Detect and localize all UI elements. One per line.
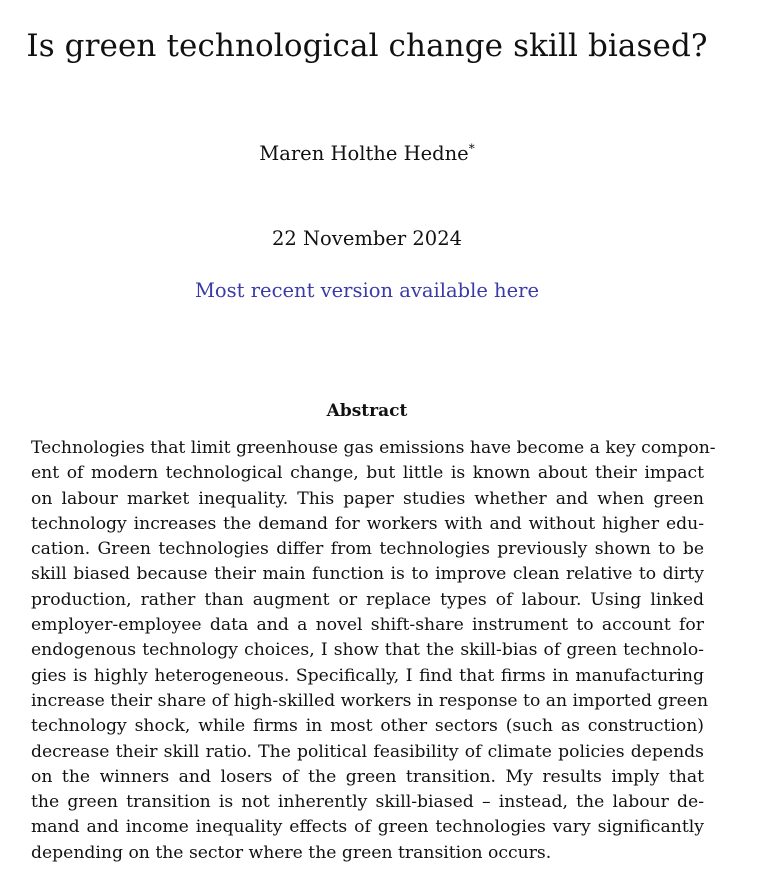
abstract-line: endogenous technology choices, I show that the skill-bias of green technolo- [31,640,704,661]
abstract-line: gies is highly heterogeneous. Specifically, I find that firms in manufacturing [31,665,704,686]
abstract-line: skill biased because their main function is to improve clean relative to dirty [31,564,704,585]
recent-version-link-container [0,279,734,302]
abstract-line: Technologies that limit greenhouse gas emissions have become a key compon- [31,438,716,458]
abstract-line: increase their share of high-skilled workers in response to an imported green [31,690,709,711]
abstract-line: technology increases the demand for workers with and without higher edu- [31,513,704,534]
paper-title: Is green technological change skill biased? [26,28,708,64]
abstract-line: depending on the sector where the green transition occurs. [31,842,552,863]
author-name-text: Maren Holthe Hedne [259,142,469,165]
abstract-line: mand and income inequality effects of green technologies vary significantly [31,817,704,838]
author-name [0,142,734,165]
abstract-line: technology shock, while firms in most other sectors (such as construction) [31,716,704,737]
recent-version-link[interactable]: Most recent version available here [194,279,540,302]
abstract-body [31,436,716,866]
abstract-line: ent of modern technological change, but little is known about their impact [31,463,704,484]
abstract-line: employer-employee data and a novel shift-share instrument to account for [31,615,704,636]
abstract-line: decrease their skill ratio. The political feasibility of climate policies depends [31,741,704,762]
abstract-line: production, rather than augment or replace types of labour. Using linked [31,589,704,610]
abstract-line: on the winners and losers of the green transition. My results imply that [31,766,704,787]
abstract-line: on labour market inequality. This paper studies whether and when green [31,488,704,509]
publication-date: 22 November 2024 [271,227,463,250]
abstract-line: cation. Green technologies differ from technologies previously shown to be [31,539,704,560]
abstract-line: the green transition is not inherently skill-biased – instead, the labour de- [31,792,704,813]
abstract-heading: Abstract [326,401,408,421]
author-footnote-mark: * [468,141,475,156]
